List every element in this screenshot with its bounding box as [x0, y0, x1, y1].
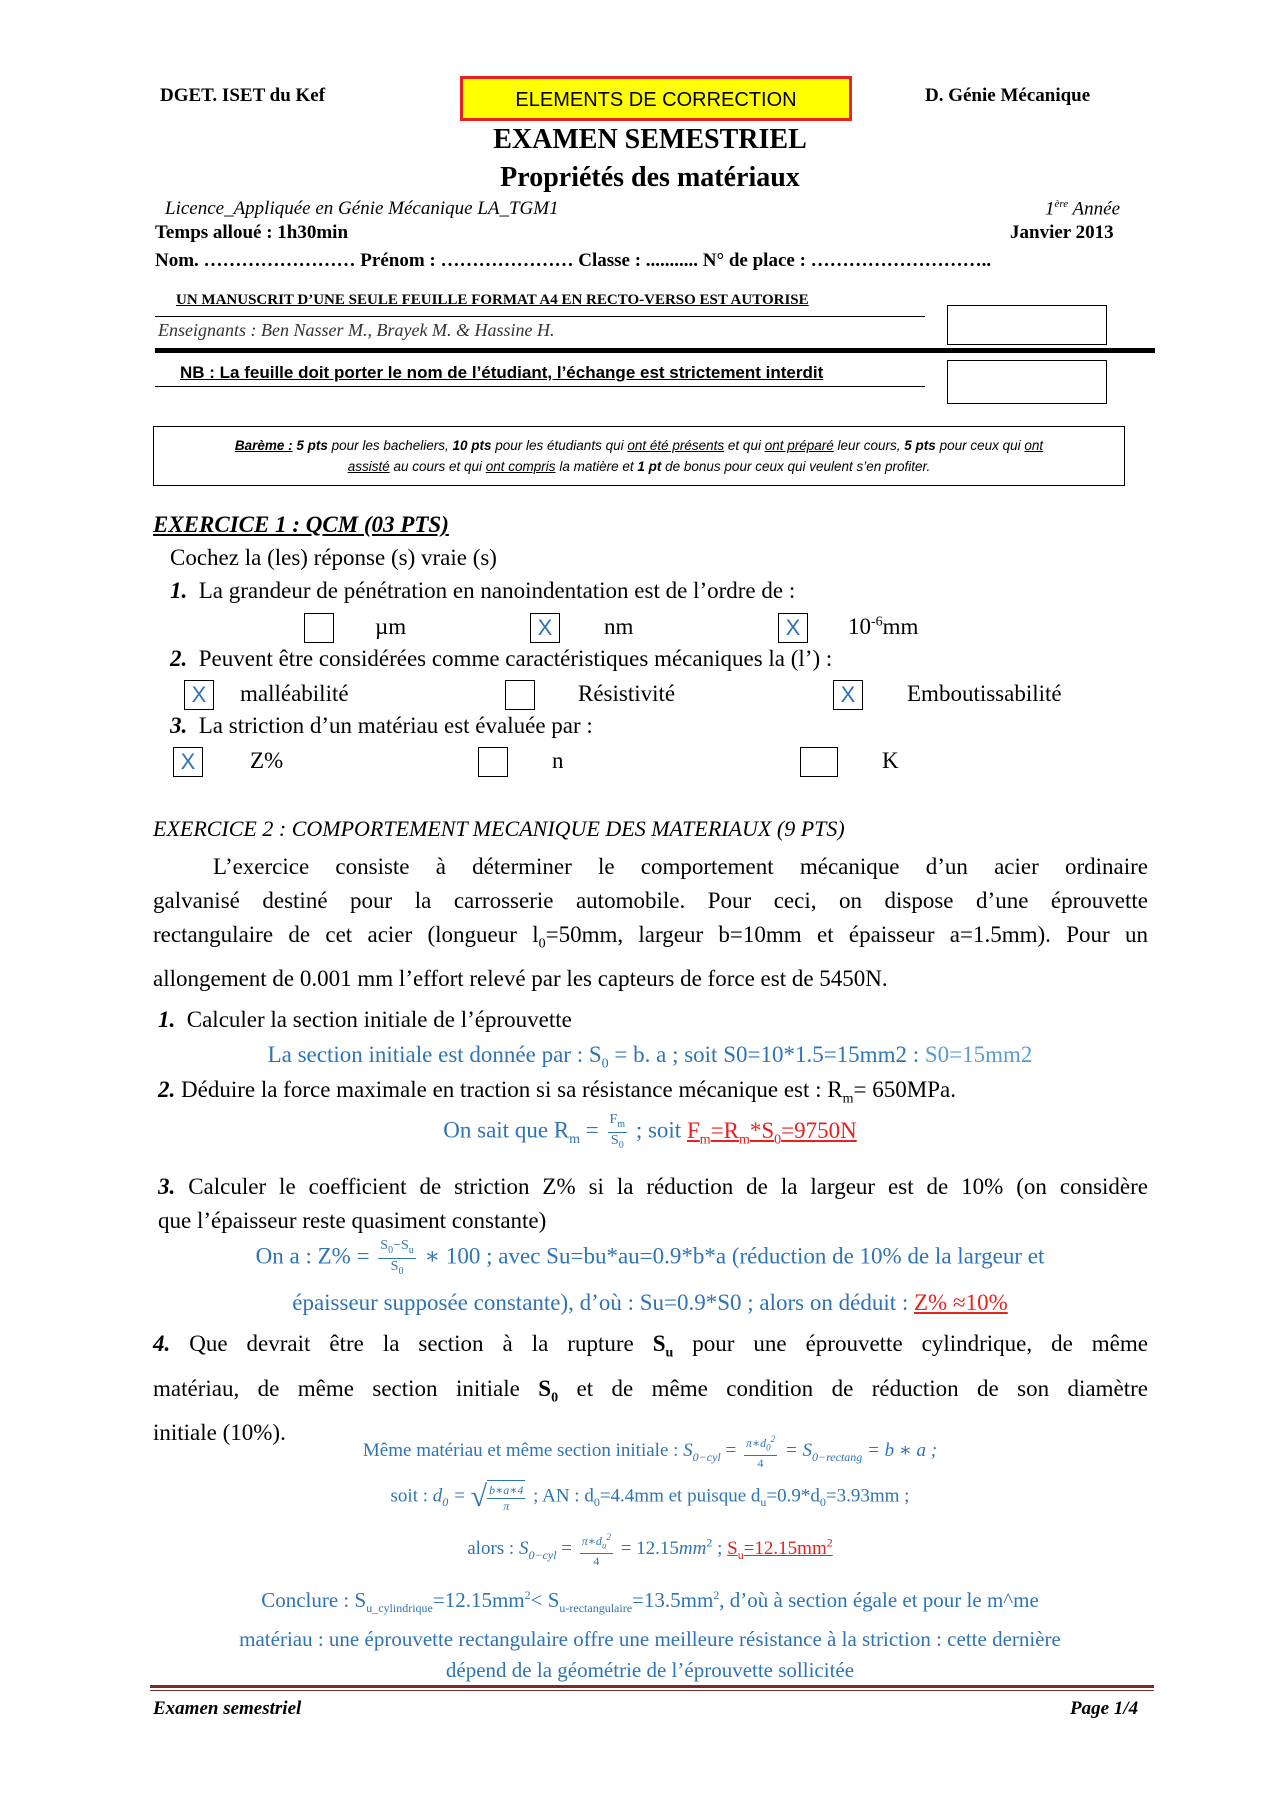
ex2-question-3: 3. Calculer le coefficient de striction Z% si la réduction de la largeur est de 10% (on considère que l’épaisseur reste quasiment constante) — [158, 1174, 1148, 1233]
q1-option-nm: nm — [604, 614, 634, 639]
answer-4-line-2: soit : $d_0$ = √ $\frac{b∗a∗4}{\pi}$ ; AN : $d_0=4.4mm$ et puisque $d_u=0.9*d_0=3.93mm$ ; — [390, 1480, 910, 1513]
q3-option-z: Z% — [250, 748, 284, 773]
q3-option-n: n — [552, 748, 564, 773]
id-line: Nom. …………………… Prénom : ………………… Classe : ........... N° de place : ……………………….. — [155, 250, 992, 271]
page-number: Page 1/4 — [1070, 1698, 1139, 1719]
q2-option-emboutissabilite: Emboutissabilité — [907, 681, 1062, 706]
sqrt-expression: √ $\frac{b∗a∗4}{\pi}$ — [470, 1480, 524, 1513]
q1-checkbox-um[interactable] — [304, 613, 334, 643]
year: 1ère Année — [1045, 198, 1121, 220]
grade-box — [947, 305, 1107, 345]
answer-2: On sait que $R_m$ = $\frac{F_m}{S_0}$ ; soit $F_m=R_m*S_0=9750N$ — [443, 1112, 857, 1151]
institution: DGET. ISET du Kef — [160, 85, 326, 106]
score-box — [947, 360, 1107, 404]
ex2-question-1: 1. Calculer la section initiale de l’éprouvette — [158, 1007, 572, 1032]
correction-banner — [460, 76, 852, 121]
answer-3-line-2: épaisseur supposée constante), d’où : Su=0.9*S0 ; alors on déduit : Z% ≈10% — [292, 1290, 1008, 1315]
ex2-question-4: 4. Que devrait être la section à la rupture $S_u$ pour une éprouvette cylindrique, de même matériau, de même section initiale $S_0$ et de même condition de réduction de son diamètre initiale (10%). — [153, 1331, 1148, 1446]
fraction-area-du: $\frac{\pi∗d_u^2}{4}$ — [581, 1532, 611, 1569]
department: D. Génie Mécanique — [925, 85, 1091, 106]
ex1-question-1: 1. La grandeur de pénétration en nanoindentation est de l’ordre de : — [170, 578, 796, 603]
answer-3-result: Z% ≈10% — [914, 1290, 1008, 1315]
bareme-line-1: Barème : 5 pts pour les bacheliers, 10 pts pour les étudiants qui ont été présents et qui ont préparé leur cours, 5 pts pour ceux qui ont — [234, 438, 1044, 453]
ex1-instruction: Cochez la (les) réponse (s) vraie (s) — [170, 545, 497, 570]
duration: Temps alloué : 1h30min — [155, 222, 349, 243]
conclusion: Conclure : $S_{u\_cylindrique}=12.15mm^2< S_{u-rectangulaire}=13.5mm^2$, d’où à section égale et pour le m^me matériau : une éprouvette rectangulaire offre une meilleure résistance à la striction : cette dernière dépend de la géométrie de l’éprouvette sollicitée — [239, 1588, 1061, 1683]
footer-title: Examen semestriel — [153, 1698, 302, 1719]
teachers: Enseignants : Ben Nasser M., Brayek M. & Hassine H. — [158, 320, 555, 340]
q3-checkbox-k[interactable] — [800, 747, 838, 777]
subject-title: Propriétés des matériaux — [500, 162, 800, 193]
bareme-box — [153, 426, 1125, 486]
q2-option-malleabilite: malléabilité — [240, 681, 349, 706]
q3-option-k: K — [882, 748, 899, 773]
program: Licence_Appliquée en Génie Mécanique LA_TGM1 — [165, 198, 559, 219]
exam-date: Janvier 2013 — [1010, 222, 1114, 243]
ex2-intro: L’exercice consiste à déterminer le comportement mécanique d’un acier ordinaire galvanisé destiné pour la carrosserie automobile. Pour ceci, on dispose d’une éprouvette rectangulaire de cet acier (longueur $l_0=50mm$, largeur b=10mm et épaisseur a=1.5mm). Pour un allongement de 0.001 mm l’effort relevé par les capteurs de force est de 5450N. — [153, 854, 1148, 991]
footer-rule-thin — [150, 1690, 1154, 1691]
fraction-area-d0: $\frac{\pi∗d_0^2}{4}$ — [745, 1434, 776, 1471]
exam-title: EXAMEN SEMESTRIEL — [493, 124, 807, 155]
q2-checkbox-emboutissabilite[interactable]: X — [833, 680, 863, 710]
separator-line — [155, 316, 925, 317]
footer-rule — [150, 1685, 1154, 1688]
fraction-striction: $\frac{S_0-S_u}{S_0}$ — [380, 1238, 414, 1277]
q1-option-um: µm — [375, 614, 407, 639]
bareme-line-2: assisté au cours et qui ont compris la matière et 1 pt de bonus pour ceux qui veulent s’en profiter. — [347, 459, 931, 474]
ex2-question-2: 2. Déduire la force maximale en traction si sa résistance mécanique est : $R_m= 650MPa$. — [158, 1077, 956, 1107]
q1-checkbox-nm[interactable]: X — [530, 613, 560, 643]
ex1-title: EXERCICE 1 : QCM (03 PTS) — [153, 512, 449, 537]
nb-rule: NB : La feuille doit porter le nom de l’étudiant, l’échange est strictement interdit — [180, 363, 824, 382]
answer-4-line-3: alors : $S_{0-cyl}$ = $\frac{\pi∗d_u^2}{4}$ = $12.15mm^2$ ; $S_u=12.15mm^2$ — [467, 1532, 833, 1569]
answer-4-result: $S_u=12.15mm^2$ — [727, 1535, 833, 1562]
q1-checkbox-1e-6mm[interactable]: X — [778, 613, 808, 643]
q1-option-1e-6mm: $10^{-6}mm$ — [848, 614, 919, 639]
ex1-question-2: 2. Peuvent être considérées comme caractéristiques mécaniques la (l’) : — [170, 646, 833, 671]
q2-checkbox-malleabilite[interactable]: X — [184, 680, 214, 710]
ex2-title: EXERCICE 2 : COMPORTEMENT MECANIQUE DES MATERIAUX (9 PTS) — [153, 816, 845, 841]
q3-checkbox-z[interactable]: X — [173, 747, 203, 777]
q3-checkbox-n[interactable] — [478, 747, 508, 777]
answer-4-line-1: Même matériau et même section initiale : $S_{0-cyl}$ = $\frac{\pi∗d_0^2}{4}$ = $S_{0-rectang} = b$ ∗ a ; — [362, 1434, 938, 1471]
ex1-question-3: 3. La striction d’un matériau est évaluée par : — [170, 713, 593, 738]
thick-separator — [155, 348, 1155, 353]
answer-1: La section initiale est donnée par : $S_0 = b$. a ; soit S0=10*1.5=15mm2 : S0=15mm2 — [267, 1042, 1033, 1072]
separator-line — [155, 386, 925, 387]
answer-3-line-1: On a : Z% = $\frac{S_0-S_u}{S_0}$ ∗ 100 ; avec Su=bu*au=0.9*b*a (réduction de 10% de la largeur et — [255, 1238, 1045, 1277]
correction-label: ELEMENTS DE CORRECTION — [515, 89, 797, 111]
q2-option-resistivite: Résistivité — [578, 681, 676, 706]
manuscript-rule: UN MANUSCRIT D’UNE SEULE FEUILLE FORMAT A4 EN RECTO-VERSO EST AUTORISE — [176, 292, 809, 308]
fraction-fm-s0: $\frac{F_m}{S_0}$ — [609, 1112, 626, 1151]
answer-2-result: $F_m=R_m*S_0=9750N$ — [686, 1117, 857, 1148]
q2-checkbox-resistivite[interactable] — [505, 680, 535, 710]
